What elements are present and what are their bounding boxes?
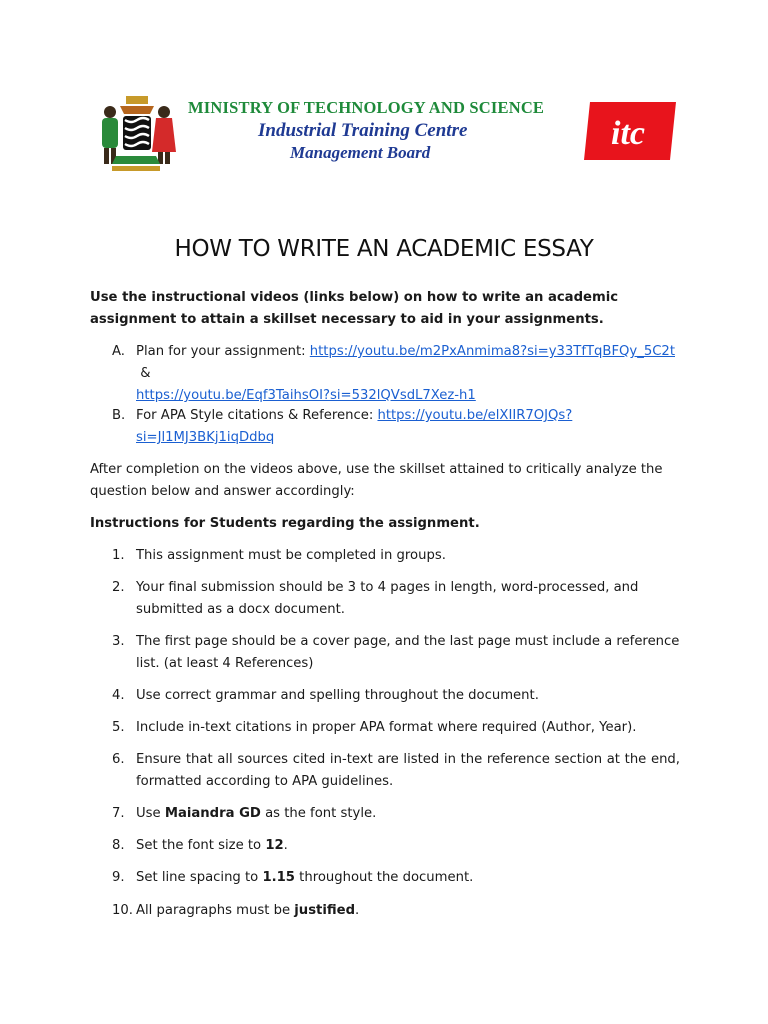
instruction-text: All paragraphs must be: [136, 903, 295, 918]
itc-logo-text: itc: [611, 115, 645, 152]
instruction-emphasis: justified: [294, 903, 356, 918]
instruction-text: .: [283, 838, 288, 853]
instruction-text: .: [355, 903, 360, 918]
list-number: 10.: [112, 903, 133, 918]
instruction-text: Use: [136, 806, 165, 821]
ampersand: &: [140, 366, 151, 381]
list-number: 5.: [112, 720, 125, 735]
list-number: 2.: [112, 580, 125, 595]
document-title: HOW TO WRITE AN ACADEMIC ESSAY: [174, 236, 594, 262]
centre-name: Industrial Training Centre: [258, 120, 468, 141]
instruction-text: as the font style.: [260, 806, 377, 821]
list-number: 3.: [112, 634, 125, 649]
instruction-emphasis: Maiandra GD: [164, 806, 261, 821]
instruction-text: The first page should be a cover page, and the last page must include a reference list. (at least 4 References): [136, 634, 680, 671]
list-number: 7.: [112, 806, 125, 821]
list-number: 8.: [112, 838, 125, 853]
instruction-text: Your final submission should be 3 to 4 pages in length, word-processed, and submitted as a docx document.: [136, 580, 639, 617]
instruction-text: Set line spacing to: [136, 870, 263, 885]
link-label: For APA Style citations & Reference:: [136, 408, 374, 423]
board-name: Management Board: [290, 143, 431, 162]
video-link-plan-1[interactable]: https://youtu.be/m2PxAnmima8?si=y33TfTqBFQy_5C2t: [309, 344, 675, 359]
instruction-text: Ensure that all sources cited in-text are listed in the reference section at the end, formatted according to APA guidelines.: [136, 752, 680, 789]
instruction-text: This assignment must be completed in groups.: [136, 548, 446, 563]
link-label: Plan for your assignment:: [136, 344, 306, 359]
video-link-plan-2[interactable]: https://youtu.be/Eqf3TaihsOI?si=532lQVsdL7Xez-h1: [136, 388, 476, 403]
list-number: 4.: [112, 688, 125, 703]
list-number: 1.: [112, 548, 125, 563]
after-paragraph: After completion on the videos above, use the skillset attained to critically analyze the question below and answer accordingly:: [90, 462, 663, 499]
intro-paragraph: Use the instructional videos (links below) on how to write an academic assignment to attain a skillset necessary to aid in your assignments.: [90, 290, 619, 327]
instruction-emphasis: 1.15: [262, 870, 295, 885]
video-link-apa[interactable]: https://youtu.be/elXIIR7OJQs?si=Jl1MJ3BKj1iqDdbq: [136, 408, 573, 445]
instruction-emphasis: 12: [265, 838, 284, 853]
instructions-heading: Instructions for Students regarding the assignment.: [90, 516, 480, 531]
instruction-text: Include in-text citations in proper APA format where required (Author, Year).: [136, 720, 637, 735]
instruction-text: Set the font size to: [136, 838, 266, 853]
letterhead: [90, 92, 680, 176]
itc-logo: [582, 100, 678, 162]
instruction-text: Use correct grammar and spelling throughout the document.: [136, 688, 539, 703]
list-number: 9.: [112, 870, 125, 885]
list-marker: A.: [112, 344, 125, 359]
coat-of-arms-icon: [90, 92, 182, 176]
instruction-text: throughout the document.: [294, 870, 474, 885]
ministry-name: MINISTRY OF TECHNOLOGY AND SCIENCE: [188, 98, 545, 117]
list-marker: B.: [112, 408, 126, 423]
list-number: 6.: [112, 752, 125, 767]
